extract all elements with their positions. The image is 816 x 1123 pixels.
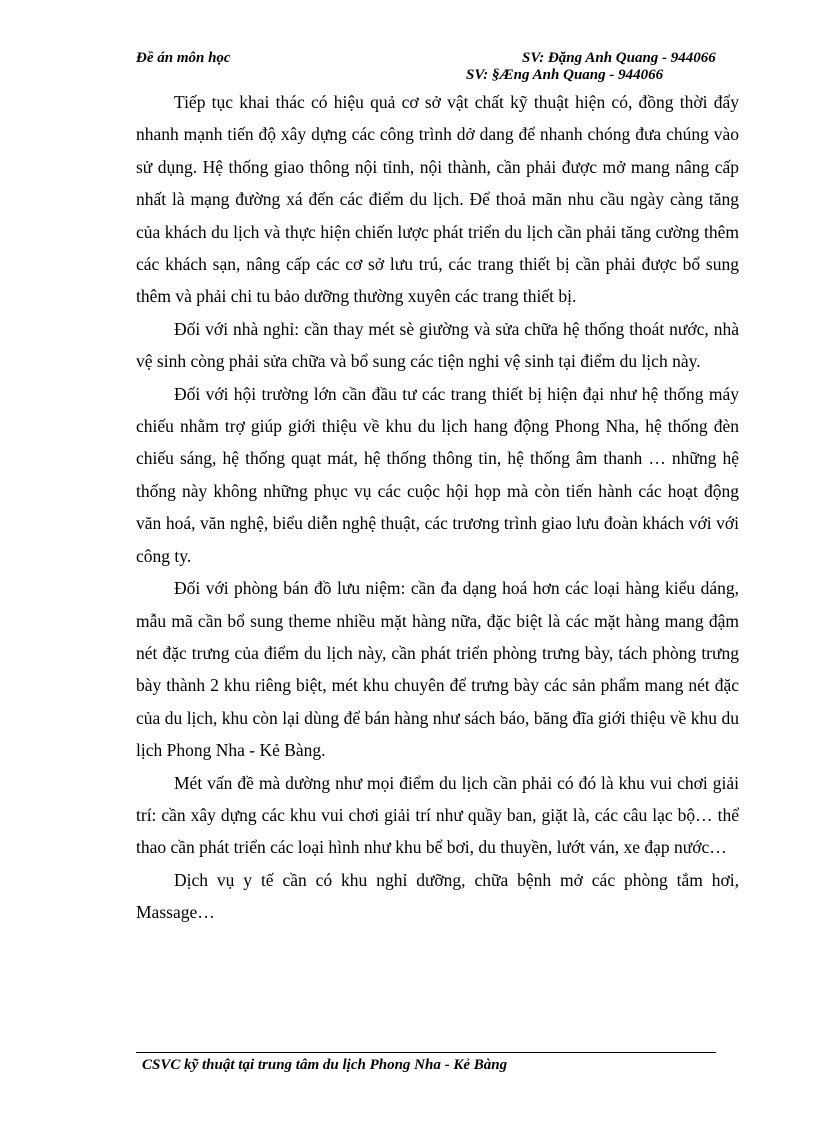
header-student-name: SV: Đặng Anh Quang - 944066 — [522, 50, 716, 66]
paragraph: Mét vấn đề mà dường như mọi điểm du lịch cần phải có đó là khu vui chơi giải trí: cần xây dựng các khu vui chơi giải trí như quầy ban, giặt là, các câu lạc bộ… thể thao cần phát triển các loại hình như khu bể bơi, du thuyền, lướt ván, xe đạp nước… — [136, 772, 739, 858]
header-course-title: Đề án môn học — [136, 50, 231, 66]
paragraph: Dịch vụ y tế cần có khu nghỉ dưỡng, chữa bệnh mở các phòng tắm hơi, Massage… — [136, 869, 739, 923]
footer-divider — [136, 1052, 716, 1053]
paragraph: Đối với phòng bán đồ lưu niệm: cần đa dạng hoá hơn các loại hàng kiểu dáng, mẫu mã cần bổ sung theme nhiều mặt hàng nữa, đặc biệt là các mặt hàng mang đậm nét đặc trưng của điểm du lịch này, cần phát triển phòng trưng bày, tách phòng trưng bày thành 2 khu riêng biệt, mét khu chuyên để trưng bày các sản phẩm mang nét đặc của du lịch, khu còn lại dùng để bán hàng như sách báo, băng đĩa giới thiệu về khu du lịch Phong Nha - Kẻ Bàng. — [136, 578, 739, 761]
document-body — [136, 86, 739, 929]
paragraph: Đối với hội trường lớn cần đầu tư các trang thiết bị hiện đại như hệ thống máy chiếu nhằm trợ giúp giới thiệu về khu du lịch hang động Phong Nha, hệ thống đèn chiếu sáng, hệ thống quạt mát, hệ thống thông tin, hệ thống âm thanh … những hệ thống này không những phục vụ các cuộc hội họp mà còn tiến hành các hoạt động văn hoá, văn nghệ, biểu diễn nghệ thuật, các trương trình giao lưu đoàn khách với với công ty. — [136, 383, 739, 566]
header-student-name-garbled: SV: §Æng Anh Quang - 944066 — [466, 67, 664, 83]
paragraph: Đối với nhà nghỉ: cần thay mét sè giường và sửa chữa hệ thống thoát nước, nhà vệ sinh còng phải sửa chữa và bổ sung các tiện nghi vệ sinh tại điểm du lịch này. — [136, 318, 739, 372]
footer-title: CSVC kỹ thuật tại trung tâm du lịch Phong Nha - Kẻ Bàng — [142, 1057, 508, 1073]
paragraph: Tiếp tục khai thác có hiệu quả cơ sở vật chất kỹ thuật hiện có, đồng thời đẩy nhanh mạnh tiến độ xây dựng các công trình dở dang để nhanh chóng đưa chúng vào sử dụng. Hệ thống giao thông nội tỉnh, nội thành, cần phải được mở mang nâng cấp nhất là mạng đường xá đến các điểm du lịch. Để thoả mãn nhu cầu ngày càng tăng của khách du lịch và thực hiện chiến lược phát triển du lịch cần phải tăng cường thêm các khách sạn, nâng cấp các cơ sở lưu trú, các trang thiết bị cần phải được bổ sung thêm và phải chi tu bảo dưỡng thường xuyên các trang thiết bị. — [136, 92, 739, 307]
